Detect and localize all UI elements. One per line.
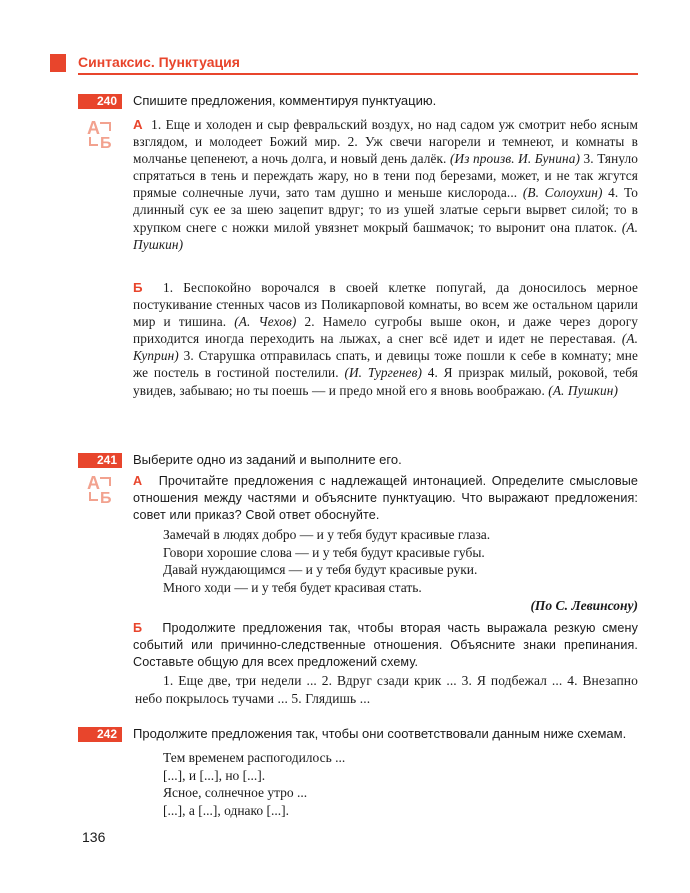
chapter-marker (50, 54, 66, 72)
sentence-beginnings (135, 672, 638, 707)
part-b-label: Б (133, 621, 143, 635)
citation: (В. Солоухин) (522, 185, 603, 201)
sentence-list: 1. Еще две, три недели ... 2. Вдруг сзади крик ... 3. Я подбежал ... 4. Внезапно небо покрылось тучами ... 5. Глядишь ... (135, 673, 638, 706)
letters-ab-icon (86, 117, 120, 151)
schema-line: [...], и [...], но [...]. (163, 767, 266, 783)
quote-line: Давай нуждающимся — и у тебя будут красивые руки. (163, 562, 478, 577)
svg-text:А: А (87, 473, 100, 493)
quote-lines (163, 526, 490, 596)
exercise-241-instruction: Выберите одно из заданий и выполните его. (133, 452, 402, 467)
exercise-240-part-b (133, 279, 638, 399)
exercise-number-241: 241 (78, 453, 122, 468)
citation: (И. Тургенев) (344, 365, 422, 381)
text-fragment: 1. Беспокойно ворочался в своей клетке попугай, да доносилось мерное постукивание стенных часов из Поликарповой комнаты, во всем же остальном царили мир и тишина. (133, 280, 638, 330)
page-number: 136 (82, 829, 106, 845)
header-rule (78, 73, 638, 75)
task-text: Продолжите предложения так, чтобы вторая часть выражала резкую смену событий или причинно-следственные отношения. Объясните знаки препинания. Составьте общую для всех предложений схему. (133, 621, 638, 669)
schema-line: Ясное, солнечное утро ... (163, 785, 308, 800)
part-a-label: А (133, 117, 143, 132)
exercise-241-part-a (133, 473, 638, 523)
exercise-242-instruction: Продолжите предложения так, чтобы они соответствовали данным ниже схемам. (133, 726, 627, 741)
letters-ab-icon (86, 472, 120, 506)
part-b-label: Б (133, 280, 143, 295)
quote-line: Говори хорошие слова — и у тебя будут красивые губы. (163, 544, 485, 560)
quote-source: (По С. Левинсону) (530, 598, 638, 613)
citation: (А. Пушкин) (133, 219, 638, 252)
schema-lines (163, 749, 345, 819)
text-fragment: 1. Еще и холоден и сыр февральский воздух, но над садом уж смотрит небо ясным взглядом, и молодеет Божий мир. 2. Уж свечи нагорели и темнеют, и комнаты в молчанье цепенеют, а ночь долга, и новый день далёк. (133, 117, 638, 167)
schema-line: Тем временем распогодилось ... (163, 750, 346, 765)
svg-text:Б: Б (100, 135, 112, 151)
text-fragment: 4. Я призрак милый, роковой, тебя увидев, забываю; но ты поешь — и предо мной его я вновь воображаю. (133, 365, 639, 398)
text-fragment: 3. Старушка отправилась спать, и девицы тоже пошли к себе в комнату; мне же постель в гостиной постелили. (133, 348, 638, 381)
text-fragment: 3. Тянуло спрятаться в тень и переждать жару, но в тени под березами, может, и не так жгутся прямые солнечные лучи, зато там душно и меньше кислорода... (133, 151, 638, 201)
svg-text:А: А (87, 118, 100, 138)
schema-line: [...], а [...], однако [...]. (163, 802, 290, 818)
svg-text:Б: Б (100, 490, 112, 506)
task-text: Прочитайте предложения с надлежащей интонацией. Определите смысловые отношения между частями и объясните пунктуацию. Что выражают предложения: совет или приказ? Свой ответ обоснуйте. (133, 474, 638, 522)
exercise-241-part-b (133, 620, 638, 670)
exercise-240-instruction: Спишите предложения, комментируя пунктуацию. (133, 93, 437, 108)
exercise-number-240: 240 (78, 94, 122, 109)
citation: (Из произв. И. Бунина) (450, 151, 580, 167)
quote-line: Замечай в людях добро — и у тебя будут красивые глаза. (163, 527, 491, 542)
text-fragment: 2. Намело сугробы выше окон, и даже через дорогу приходится иногда переходить на лыжах, а снег всё идет и идет не переставая. (133, 314, 638, 347)
citation: (А. Чехов) (234, 314, 297, 330)
exercise-240-part-a (133, 116, 638, 253)
citation: (А. Пушкин) (548, 382, 619, 398)
exercise-number-242: 242 (78, 727, 122, 742)
citation: (А. Куприн) (133, 331, 638, 364)
quote-line: Много ходи — и у тебя будет красивая стать. (163, 579, 422, 595)
part-a-label: А (133, 474, 143, 488)
text-fragment: 4. То длинный сук ее за шею зацепит вдруг; то из ушей златые серьги вырвет силой; то в хрупком снеге с ножки милой увязнет мокрый башмачок; то выронит она платок. (133, 185, 638, 235)
chapter-title: Синтаксис. Пунктуация (78, 54, 240, 70)
